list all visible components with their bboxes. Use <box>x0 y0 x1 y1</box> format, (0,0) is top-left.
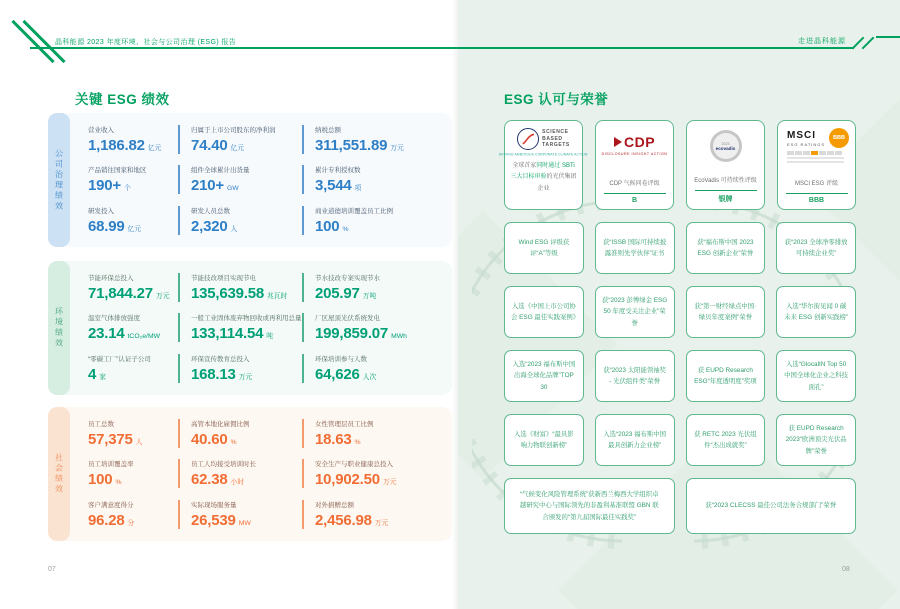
metric-label: 女性管理层员工比例 <box>315 420 374 428</box>
metric-label: 研发人员总数 <box>191 208 230 216</box>
metric-cell <box>88 200 178 241</box>
metric-unit: tCO₂e/MW <box>127 333 161 341</box>
award-card: 获“2023 彭博绿金 ESG 50 年度受关注企业”荣誉 <box>595 286 675 338</box>
metric-label: 厂区屋顶光伏系统发电 <box>315 315 380 323</box>
metric-cell <box>178 267 302 308</box>
metric-label: 客户满意度得分 <box>88 502 134 510</box>
rating-card-ecovadis <box>686 120 765 210</box>
metric-value: 311,551.89 <box>315 136 388 154</box>
metric-label: 高管本地化雇佣比例 <box>191 420 250 428</box>
metric-label: 安全生产与职业健康总投入 <box>315 461 393 469</box>
metric-unit: 吨 <box>266 333 274 341</box>
metric-cell <box>178 160 302 201</box>
section-tab-environment: 环境绩效 <box>48 261 70 395</box>
metric-value: 18.63 <box>315 430 352 448</box>
document-title: 晶科能源 2023 年度环境、社会与公司治理 (ESG) 报告 <box>55 39 237 46</box>
metric-value: 100 <box>88 471 113 489</box>
award-card: Wind ESG 评级获评“A”等级 <box>504 222 584 274</box>
metric-value: 23.14 <box>88 325 125 343</box>
rating-value: BBB <box>808 197 825 204</box>
metric-cell <box>88 119 178 160</box>
metric-unit: MWh <box>391 333 407 341</box>
metric-unit: 分 <box>127 520 135 528</box>
metric-value: 26,539 <box>191 512 236 530</box>
metric-label: 员工培训覆盖率 <box>88 461 134 469</box>
metric-cell <box>302 494 442 535</box>
award-card: 入选《中国上市公司协会 ESG 最佳实践案例》 <box>504 286 584 338</box>
metric-cell <box>88 454 178 495</box>
award-card: 获“第一财经绿点中国·绿贝年度案例”荣誉 <box>686 286 766 338</box>
fine-print-line <box>787 161 844 163</box>
page-title-right: ESG 认可与荣誉 <box>504 92 609 107</box>
metric-unit: 万吨 <box>362 292 377 300</box>
metric-label: 组件全球累计出货量 <box>191 167 250 175</box>
metric-unit: 万元 <box>374 520 389 528</box>
page-number-left: 07 <box>48 566 56 573</box>
rating-description: 全球首家同时通过 SBTi 三大目标审验的光伏集团企业 <box>510 163 577 192</box>
metric-value: 68.99 <box>88 218 125 236</box>
msci-rating-badge: BBB <box>829 128 849 148</box>
rating-label: EcoVadis 可持续性评级 <box>694 178 757 184</box>
metric-cell <box>302 119 442 160</box>
cdp-arrow-icon <box>614 137 622 147</box>
award-card: 获“ISSB 国际可持续披露准则先学伙伴”证书 <box>595 222 675 274</box>
metric-label: 产品销往国家和地区 <box>88 167 147 175</box>
metric-unit: 人 <box>230 226 238 234</box>
metric-label: 归属于上市公司股东的净利润 <box>191 126 276 134</box>
metric-unit: 亿元 <box>230 144 245 152</box>
section-tab-social: 社会绩效 <box>48 407 70 541</box>
corner-slash-icon <box>11 20 54 63</box>
metric-unit: % <box>115 479 122 487</box>
metric-label: 员工总数 <box>88 420 114 428</box>
page-number-right: 08 <box>842 566 850 573</box>
metric-unit: 项 <box>354 185 362 193</box>
metric-unit: 万元 <box>382 479 397 487</box>
rating-value: B <box>631 197 638 204</box>
metric-label: 温室气体排放强度 <box>88 315 140 323</box>
metric-cell <box>302 348 442 389</box>
metric-unit: % <box>354 438 361 446</box>
metric-value: 74.40 <box>191 136 228 154</box>
chapter-label: 走进晶科能源 <box>798 38 846 45</box>
metric-cell <box>88 348 178 389</box>
metric-value: 62.38 <box>191 471 228 489</box>
metric-unit: 亿元 <box>127 226 142 234</box>
metric-cell <box>302 308 442 349</box>
metric-unit: 兆瓦时 <box>267 292 288 300</box>
metric-unit: 亿元 <box>147 144 162 152</box>
fine-print-line <box>787 157 844 159</box>
sbt-wordmark: SCIENCE BASED TARGETS <box>542 129 570 149</box>
divider <box>604 193 666 194</box>
cdp-logo: CDP <box>614 134 655 150</box>
msci-rating-scale <box>787 151 849 155</box>
metric-value: 2,320 <box>191 218 228 236</box>
award-card: 获 EUPD Research ESG“年度透明度”奖项 <box>686 350 766 402</box>
award-card-wide: 获“2023 CLECSS 最佳公司法务合规部门”荣誉 <box>686 478 857 534</box>
right-page <box>458 0 900 609</box>
sbt-globe-icon <box>517 128 539 150</box>
page-title-left: 关键 ESG 绩效 <box>75 92 170 107</box>
rating-value: 银牌 <box>718 196 733 203</box>
social-performance-section <box>48 407 452 541</box>
metric-unit: GW <box>227 185 239 193</box>
award-grid <box>504 222 856 534</box>
ecovadis-medal-icon: 2023 ecovadis <box>710 130 742 162</box>
metric-value: 64,626 <box>315 366 360 384</box>
rating-label: CDP 气候问卷评级 <box>609 181 660 187</box>
rating-card-sbti <box>499 120 588 210</box>
award-card: 获“2023 太阳能领袖奖 - 光伏组件类”荣誉 <box>595 350 675 402</box>
governance-performance-section <box>48 113 452 247</box>
award-card: 获“2023 全球净零排放可持续企业奖” <box>776 222 856 274</box>
award-card: 入选“GlocalIN Top 50 中国全球化企业之科技面孔” <box>776 350 856 402</box>
divider <box>786 193 848 194</box>
metric-cell <box>88 267 178 308</box>
metric-label: 对外捐赠总额 <box>315 502 354 510</box>
environment-performance-section <box>48 261 452 395</box>
metric-label: 环保宣传教育总投入 <box>191 356 250 364</box>
metric-label: 一般工业固体废弃物回收或再利用总量 <box>191 315 302 323</box>
metric-value: 199,859.07 <box>315 325 389 343</box>
award-card: 获 EUPD Research 2023“欧洲顶尖光伏品牌”荣誉 <box>776 414 856 466</box>
metric-cell <box>178 494 302 535</box>
metric-cell <box>88 413 178 454</box>
metric-value: 57,375 <box>88 430 133 448</box>
metric-unit: 个 <box>124 185 131 193</box>
metric-cell <box>302 454 442 495</box>
metric-label: “零碳工厂”认证子公司 <box>88 356 151 364</box>
metric-unit: 万元 <box>155 292 170 300</box>
metric-value: 135,639.58 <box>191 284 265 302</box>
metric-value: 4 <box>88 366 97 384</box>
metric-cell <box>178 413 302 454</box>
metric-cell <box>302 200 442 241</box>
metric-label: 营业收入 <box>88 126 114 134</box>
rating-card-cdp <box>595 120 674 210</box>
metric-value: 1,186.82 <box>88 136 145 154</box>
metric-cell <box>302 413 442 454</box>
metric-value: 210+ <box>191 177 224 195</box>
sbt-tagline: DRIVING AMBITIOUS CORPORATE CLIMATE ACTION <box>499 152 588 157</box>
divider <box>695 190 757 191</box>
metric-cell <box>88 160 178 201</box>
science-based-targets-logo <box>517 128 570 150</box>
metric-value: 190+ <box>88 177 121 195</box>
metric-unit: MW <box>238 520 251 528</box>
metric-value: 3,544 <box>315 177 352 195</box>
metric-unit: 万元 <box>238 374 253 382</box>
metric-label: 节能环保总投入 <box>88 274 134 282</box>
metric-label: 员工人均接受培训时长 <box>191 461 256 469</box>
metric-label: 节能技改项目实现节电 <box>191 274 256 282</box>
metric-cell <box>178 308 302 349</box>
metric-value: 133,114.54 <box>191 325 264 343</box>
metric-value: 10,902.50 <box>315 471 380 489</box>
metric-label: 实际现场服务量 <box>191 502 237 510</box>
metric-cell <box>178 119 302 160</box>
metric-value: 71,844.27 <box>88 284 153 302</box>
metric-label: 纳税总额 <box>315 126 341 134</box>
metric-value: 96.28 <box>88 512 125 530</box>
metric-unit: 人 <box>135 438 143 446</box>
rating-card-row <box>499 120 856 210</box>
award-card: 入选“2023 福布斯中国最具创新力企业榜” <box>595 414 675 466</box>
metric-unit: 人次 <box>362 374 377 382</box>
metric-cell <box>302 267 442 308</box>
metric-label: 商业道德培训覆盖员工比例 <box>315 208 393 216</box>
metric-cell <box>88 494 178 535</box>
award-card: 获 RETC 2023 光伏组件“杰出成就奖” <box>686 414 766 466</box>
metric-unit: 小时 <box>230 479 245 487</box>
metric-unit: % <box>230 438 237 446</box>
award-card-wide: “气候变化风险管理系统”获新西兰梅西大学组织卓越研究中心与国际领先的非盈利基准联盟 GBN 联合颁发的“第九届国际最佳实践奖” <box>504 478 675 534</box>
metric-value: 2,456.98 <box>315 512 372 530</box>
award-card: 入选“华尔街见闻 0 碳未来 ESG 创新实践榜” <box>776 286 856 338</box>
metric-label: 环保培训参与人数 <box>315 356 367 364</box>
cdp-tagline: DISCLOSURE INSIGHT ACTION <box>601 152 668 156</box>
rating-card-msci <box>777 120 856 210</box>
metric-label: 累计专利授权数 <box>315 167 361 175</box>
metric-cell <box>88 308 178 349</box>
metric-unit: % <box>342 226 349 234</box>
award-card: 入选“2023 福布斯中国出海全球化品牌”TOP 30 <box>504 350 584 402</box>
metric-cell <box>178 348 302 389</box>
metric-cell <box>178 454 302 495</box>
metric-value: 100 <box>315 218 340 236</box>
metric-label: 节水技改专案实现节水 <box>315 274 380 282</box>
metric-unit: 万元 <box>390 144 404 152</box>
metric-cell <box>302 160 442 201</box>
award-card: 入选《财富》“最具影响力物联创新榜” <box>504 414 584 466</box>
metric-value: 168.13 <box>191 366 236 384</box>
section-tab-governance: 公司治理绩效 <box>48 113 70 247</box>
msci-logo: MSCI ESG RATINGS BBB <box>782 128 851 163</box>
rating-label: MSCI ESG 评级 <box>794 181 838 187</box>
metric-unit: 家 <box>99 374 106 382</box>
metric-cell <box>178 200 302 241</box>
award-card: 获“福布斯中国 2023 ESG 创新企业”荣誉 <box>686 222 766 274</box>
metric-label: 研发投入 <box>88 208 114 216</box>
metric-value: 205.97 <box>315 284 360 302</box>
metric-value: 40.60 <box>191 430 228 448</box>
